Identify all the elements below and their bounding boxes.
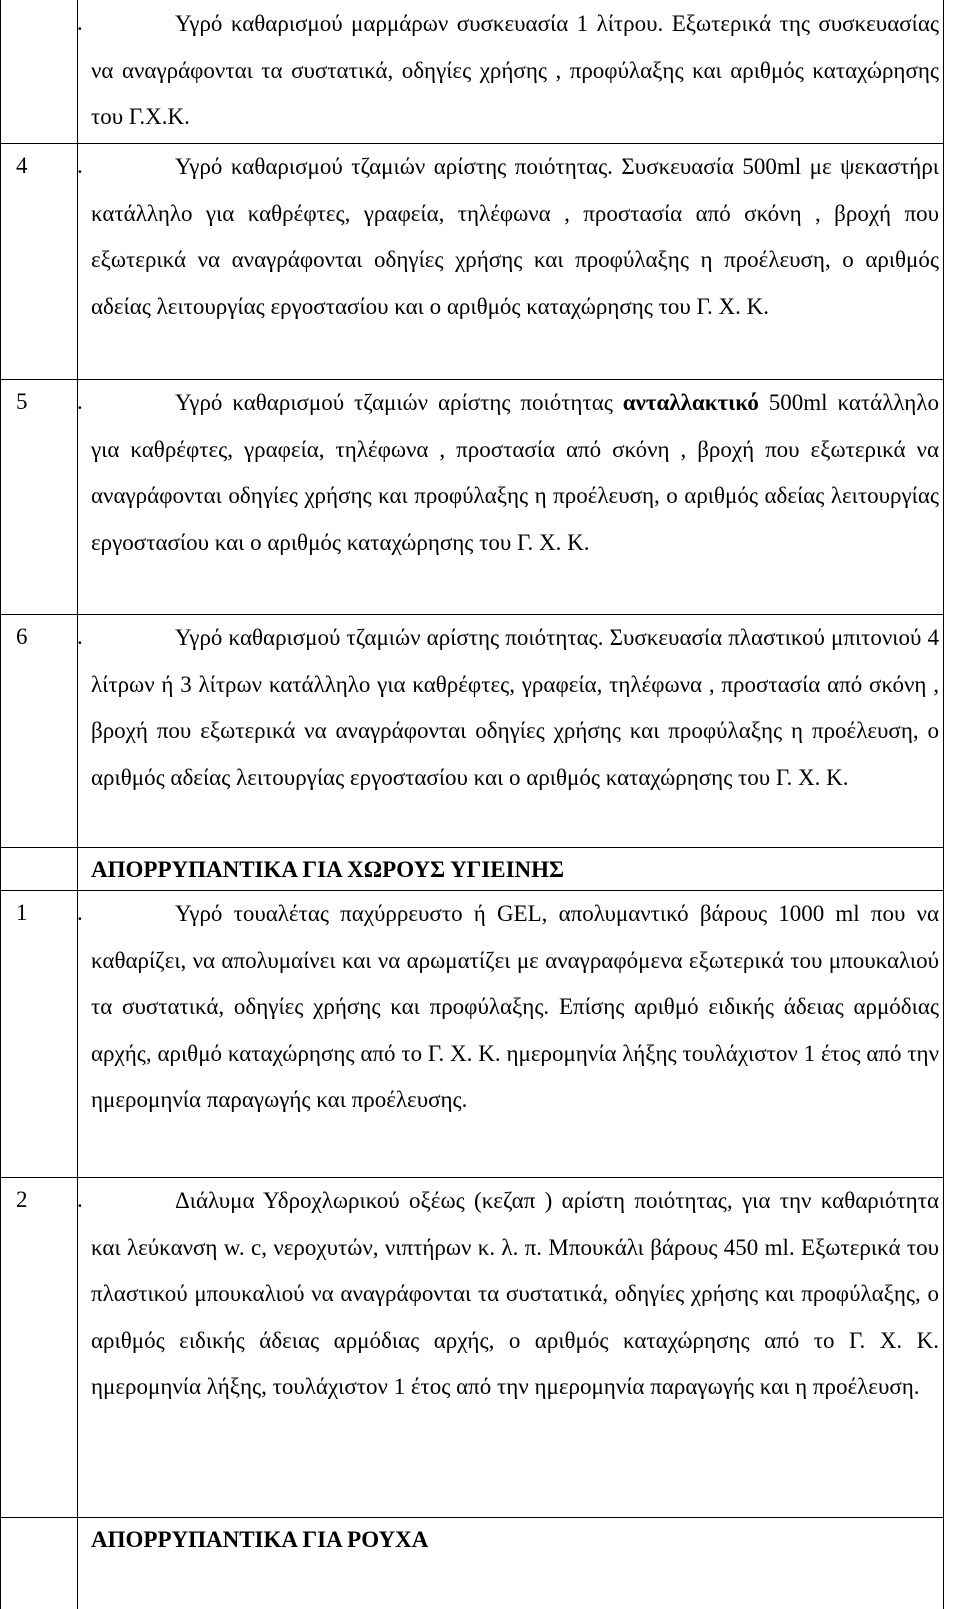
item-text: Υγρό τουαλέτας παχύρρευστο ή GEL, απολυμαντικό βάρους 1000 ml που να καθαρίζει, να απολυμαίνει και να αρωματίζει με αναγραφόμενα εξωτερικά του μπουκαλιού τα συστατικά, οδηγίες χρήσης και προφύλαξης. Επίσης αριθμό ειδικής άδειας αρμόδιας αρχής, αριθμό καταχώρησης από το Γ. Χ. Κ. ημερομηνία λήξης τουλάχιστον 1 έτος από την ημερομηνία παραγωγής και προέλευσης. [91, 901, 939, 1113]
item-dot: . [77, 624, 83, 649]
item-number: 2 [16, 1187, 28, 1212]
item-number: 4 [16, 153, 28, 178]
item-number: 5 [16, 389, 28, 414]
section-heading: ΑΠΟΡΡΥΠΑΝΤΙΚΑ ΓΙΑ ΡΟΥΧΑ [91, 1527, 429, 1552]
item-number: 6 [16, 624, 28, 649]
table-column-divider [77, 0, 78, 1609]
item-text: Υγρό καθαρισμού τζαμιών αρίστης ποιότητας. Συσκευασία πλαστικού μπιτονιού 4 λίτρων ή 3 λίτρων κατάλληλο για καθρέφτες, γραφεία, τηλέφωνα , προστασία από σκόνη , βροχή που εξωτερικά να αναγράφονται οδηγίες χρήσης και προφύλαξης η προέλευση, ο αριθμός αδείας λειτουργίας εργοστασίου και ο αριθμός καταχώρησης του Γ. Χ. Κ. [91, 625, 939, 790]
item-text: Υγρό καθαρισμού τζαμιών αρίστης ποιότητας. Συσκευασία 500ml με ψεκαστήρι κατάλληλο για καθρέφτες, γραφεία, τηλέφωνα , προστασία από σκόνη , βροχή που εξωτερικά να αναγράφονται οδηγίες χρήσης και προφύλαξης η προέλευση, ο αριθμός αδείας λειτουργίας εργοστασίου και ο αριθμός καταχώρησης του Γ. Χ. Κ. [91, 154, 939, 319]
item-dot: . [77, 153, 83, 178]
section-heading: ΑΠΟΡΡΥΠΑΝΤΙΚΑ ΓΙΑ ΧΩΡΟΥΣ ΥΓΙΕΙΝΗΣ [91, 857, 565, 882]
item-text: Διάλυμα Υδροχλωρικού οξέως (κεζαπ ) αρίστη ποιότητας, για την καθαριότητα και λεύκανση w. c, νεροχυτών, νιπτήρων κ. λ. π. Μπουκάλι βάρους 450 ml. Εξωτερικά του πλαστικού μπουκαλιού να αναγράφονται τα συστατικά, οδηγίες χρήσης και προφύλαξης, ο αριθμός ειδικής άδειας αρμόδιας αρχής, ο αριθμός καταχώρησης από το Γ. Χ. Κ. ημερομηνία λήξης, τουλάχιστον 1 έτος από την ημερομηνία παραγωγής και η προέλευση. [91, 1188, 939, 1400]
item-dot: . [77, 389, 83, 414]
item-dot: . [77, 900, 83, 925]
item-dot: . [77, 10, 83, 35]
item-text [91, 380, 939, 566]
item-number: 1 [16, 900, 28, 925]
table-left-border [0, 0, 1, 1609]
item-dot: . [77, 1187, 83, 1212]
table-right-border [943, 0, 944, 1609]
item-text-part: Υγρό καθαρισμού τζαμιών αρίστης ποιότητας [175, 390, 623, 415]
item-text-bold: ανταλλακτικό [622, 390, 759, 415]
item-text-part: 500ml κατάλληλο για καθρέφτες, γραφεία, τηλέφωνα , προστασία από σκόνη , βροχή που εξωτερικά να αναγράφονται οδηγίες χρήσης και προφύλαξης η προέλευση, ο αριθμός αδείας λειτουργίας εργοστασίου και ο αριθμός καταχώρησης του Γ. Χ. Κ. [91, 390, 939, 555]
item-text: Υγρό καθαρισμού μαρμάρων συσκευασία 1 λίτρου. Εξωτερικά της συσκευασίας να αναγράφονται τα συστατικά, οδηγίες χρήσης , προφύλαξης και αριθμός καταχώρησης του Γ.Χ.Κ. [91, 11, 939, 130]
